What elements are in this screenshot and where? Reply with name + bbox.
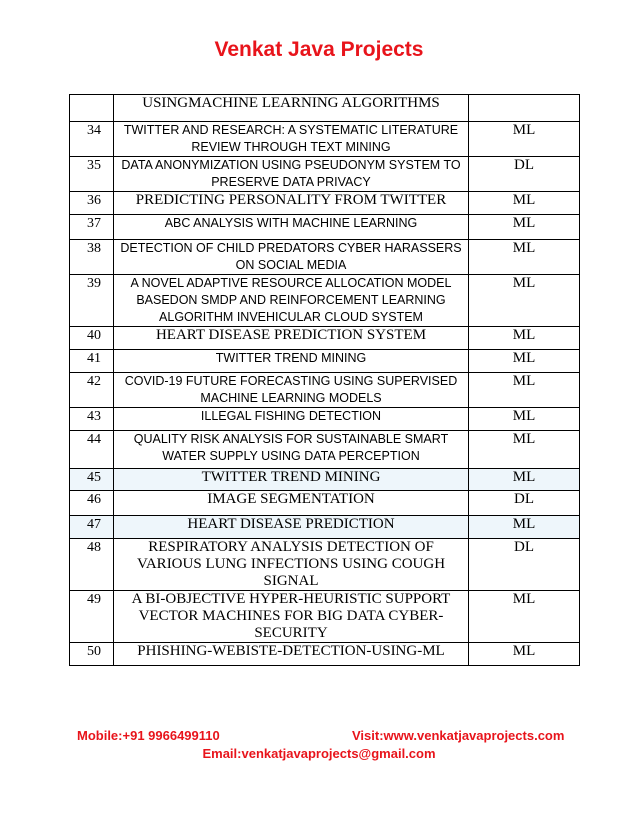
project-number: 49 [70, 591, 114, 643]
project-number: 35 [70, 157, 114, 192]
page-title: Venkat Java Projects [214, 38, 424, 61]
project-domain: ML [469, 327, 580, 350]
table-row [70, 350, 580, 373]
project-title: QUALITY RISK ANALYSIS FOR SUSTAINABLE SMART WATER SUPPLY USING DATA PERCEPTION [114, 431, 469, 469]
project-domain: DL [469, 157, 580, 192]
project-title: A BI-OBJECTIVE HYPER-HEURISTIC SUPPORT VECTOR MACHINES FOR BIG DATA CYBER-SECURITY [114, 591, 469, 643]
project-number: 34 [70, 122, 114, 157]
project-domain: ML [469, 240, 580, 275]
project-domain: ML [469, 122, 580, 157]
project-domain: ML [469, 192, 580, 215]
project-title: TWITTER TREND MINING [114, 469, 469, 491]
table-row [70, 408, 580, 431]
project-number: 37 [70, 215, 114, 240]
project-title: ILLEGAL FISHING DETECTION [114, 408, 469, 431]
project-title: PHISHING-WEBISTE-DETECTION-USING-ML [114, 643, 469, 666]
table-row [70, 215, 580, 240]
project-title: USINGMACHINE LEARNING ALGORITHMS [114, 95, 469, 122]
footer-website-link[interactable]: Visit:www.venkatjavaprojects.com [352, 728, 565, 743]
table-row [70, 240, 580, 275]
table-row [70, 373, 580, 408]
project-domain: ML [469, 373, 580, 408]
project-number: 41 [70, 350, 114, 373]
project-title: TWITTER AND RESEARCH: A SYSTEMATIC LITERATURE REVIEW THROUGH TEXT MINING [114, 122, 469, 157]
project-title: HEART DISEASE PREDICTION [114, 516, 469, 539]
project-number: 47 [70, 516, 114, 539]
table-row [70, 539, 580, 591]
project-number: 43 [70, 408, 114, 431]
footer-email-link[interactable]: Email:venkatjavaprojects@gmail.com [202, 746, 436, 761]
table-row [70, 431, 580, 469]
table-row [70, 591, 580, 643]
project-title: PREDICTING PERSONALITY FROM TWITTER [114, 192, 469, 215]
table-row [70, 491, 580, 516]
project-number: 40 [70, 327, 114, 350]
project-title: IMAGE SEGMENTATION [114, 491, 469, 516]
table-row [70, 516, 580, 539]
project-domain: ML [469, 350, 580, 373]
project-number [70, 95, 114, 122]
project-domain: ML [469, 431, 580, 469]
project-number: 45 [70, 469, 114, 491]
project-number: 42 [70, 373, 114, 408]
project-title: RESPIRATORY ANALYSIS DETECTION OF VARIOUS LUNG INFECTIONS USING COUGH SIGNAL [114, 539, 469, 591]
project-domain: ML [469, 215, 580, 240]
project-number: 39 [70, 275, 114, 327]
table-row [70, 122, 580, 157]
project-number: 38 [70, 240, 114, 275]
table-row [70, 157, 580, 192]
table-row [70, 192, 580, 215]
table-row [70, 327, 580, 350]
project-title: ABC ANALYSIS WITH MACHINE LEARNING [114, 215, 469, 240]
table-row [70, 643, 580, 666]
project-domain: ML [469, 516, 580, 539]
project-number: 46 [70, 491, 114, 516]
table-row [70, 469, 580, 491]
table-row [70, 95, 580, 122]
project-title: A NOVEL ADAPTIVE RESOURCE ALLOCATION MODEL BASEDON SMDP AND REINFORCEMENT LEARNING ALGORITHM INVEHICULAR CLOUD SYSTEM [114, 275, 469, 327]
project-domain: ML [469, 591, 580, 643]
footer-mobile: Mobile:+91 9966499110 [77, 728, 220, 743]
project-title: HEART DISEASE PREDICTION SYSTEM [114, 327, 469, 350]
project-title: COVID-19 FUTURE FORECASTING USING SUPERVISED MACHINE LEARNING MODELS [114, 373, 469, 408]
projects-table [69, 94, 580, 666]
project-domain: ML [469, 643, 580, 666]
project-number: 50 [70, 643, 114, 666]
project-number: 36 [70, 192, 114, 215]
project-domain [469, 95, 580, 122]
project-domain: ML [469, 275, 580, 327]
project-domain: ML [469, 469, 580, 491]
project-domain: DL [469, 491, 580, 516]
project-title: DETECTION OF CHILD PREDATORS CYBER HARASSERS ON SOCIAL MEDIA [114, 240, 469, 275]
project-title: DATA ANONYMIZATION USING PSEUDONYM SYSTEM TO PRESERVE DATA PRIVACY [114, 157, 469, 192]
project-number: 48 [70, 539, 114, 591]
project-domain: DL [469, 539, 580, 591]
project-domain: ML [469, 408, 580, 431]
table-row [70, 275, 580, 327]
project-number: 44 [70, 431, 114, 469]
project-title: TWITTER TREND MINING [114, 350, 469, 373]
